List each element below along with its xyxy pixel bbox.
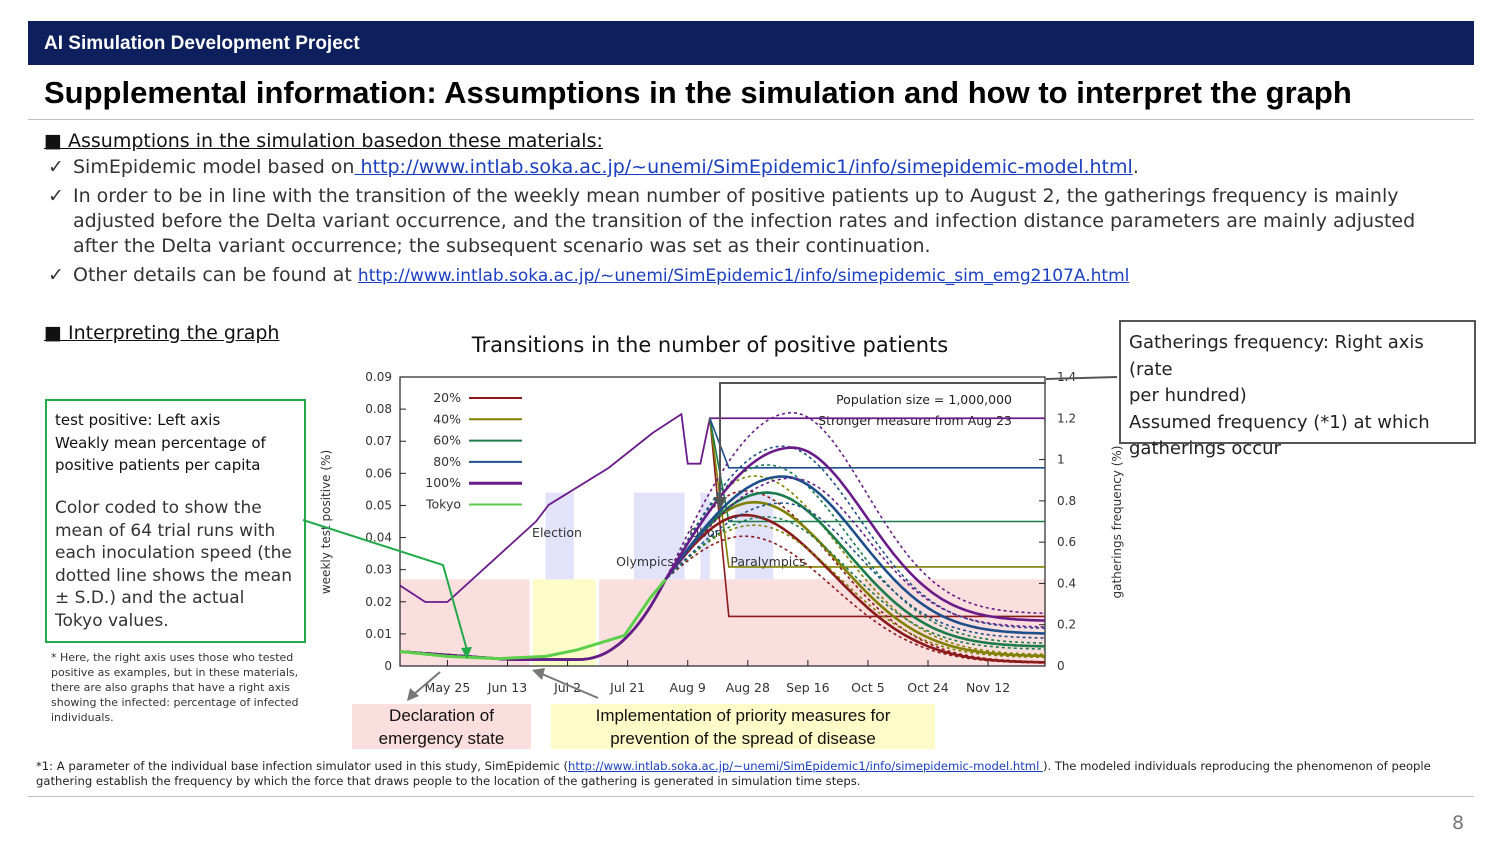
y2-tick-label: 0 <box>1057 659 1065 673</box>
left-axis-explanation-box: test positive: Left axis Weakly mean percentage of positive patients per capita Color coded to show the mean of 64 trial runs with each inoculation speed (the dotted line shows the mean ± S.D.) and the actual Tokyo values. <box>45 399 306 643</box>
arrowhead-icon <box>407 688 419 701</box>
y-tick-label: 0.05 <box>365 498 392 513</box>
event-period-label: Olympics <box>616 554 674 569</box>
legend-label: 100% <box>425 475 461 491</box>
y-axis-label: weekly test positive (%) <box>319 449 333 595</box>
bullet-details: ✓ Other details can be found at http://www.intlab.soka.ac.jp/~unemi/SimEpidemic1/info/simepidemic_sim_emg2107A.html <box>48 264 1130 286</box>
population-annotation: Population size = 1,000,000 <box>836 392 1012 407</box>
chart-title: Transitions in the number of positive patients <box>471 333 949 357</box>
y-tick-label: 0.02 <box>365 594 392 609</box>
legend-label: 80% <box>433 453 461 469</box>
x-tick-label: Nov 12 <box>965 680 1011 695</box>
x-tick-label: Jul 2 <box>554 680 582 695</box>
arrowhead-icon <box>532 668 545 680</box>
y2-tick-label: 0.2 <box>1057 617 1077 632</box>
right-axis-note: * Here, the right axis uses those who tested positive as examples, but in these materials, there are also graphs that have a right axis showing the infected: percentage of infected individuals. <box>51 651 299 724</box>
section-assumptions-heading: ■ Assumptions in the simulation basedon these materials: <box>44 130 603 152</box>
details-link[interactable]: http://www.intlab.soka.ac.jp/~unemi/SimEpidemic1/info/simepidemic_sim_emg2107A.html <box>357 266 1130 286</box>
project-title: AI Simulation Development Project <box>44 33 360 54</box>
y2-tick-label: 0.8 <box>1057 493 1077 508</box>
footnote: *1: A parameter of the individual base infection simulator used in this study, SimEpidemic (http://www.intlab.soka.ac.jp/~unemi/SimEpidemic1/info/simepidemic-model.html ). The modeled individuals reproducing the phenomenon of people gathering establish the frequency by which the force that draws people to the location of the gathering is generated in simulation time steps. <box>36 759 1431 788</box>
priority-measures-tag: Implementation of priority measures for prevention of the spread of disease <box>551 704 935 749</box>
x-tick-label: Jun 13 <box>487 680 528 695</box>
check-icon: ✓ <box>48 156 64 178</box>
y-tick-label: 0.04 <box>365 530 392 545</box>
x-tick-label: Aug 28 <box>725 680 770 695</box>
bullet-calibration: ✓ In order to be in line with the transition of the weekly mean number of positive patients up to August 2, the gatherings frequency is mainly adjusted before the Delta variant occurrence, and the transition of the infection rates and infection distance parameters are mainly adjusted after the Delta variant occurrence; the subsequent scenario was set as their continuation. <box>48 185 1416 257</box>
x-tick-label: Jul 21 <box>610 680 646 695</box>
x-tick-label: Oct 24 <box>907 680 949 695</box>
y-tick-label: 0.09 <box>365 370 392 384</box>
page-number: 8 <box>1452 812 1465 834</box>
page-title: Supplemental information: Assumptions in the simulation and how to interpret the graph <box>44 75 1352 110</box>
footer-divider <box>28 796 1474 797</box>
y2-tick-label: 1 <box>1057 452 1065 467</box>
legend-label: 40% <box>433 411 461 427</box>
check-icon: ✓ <box>48 264 64 286</box>
legend-label: Tokyo <box>426 496 461 512</box>
event-period-label: Paralympics <box>730 554 806 569</box>
y-tick-label: 0.01 <box>365 626 392 641</box>
y2-axis-label: gatherings frequency (%) <box>1110 445 1124 599</box>
y-tick-label: 0.07 <box>365 434 392 449</box>
check-icon: ✓ <box>48 185 64 207</box>
x-tick-label: Sep 16 <box>786 680 830 695</box>
emergency-state-tag: Declaration of emergency state <box>352 704 531 749</box>
right-axis-explanation-box: Gatherings frequency: Right axis (rate per hundred) Assumed frequency (*1) at which gatherings occur <box>1119 320 1476 444</box>
x-tick-label: Oct 5 <box>851 680 885 695</box>
stronger-measure-annotation: Stronger measure from Aug 23 <box>818 413 1012 428</box>
y-tick-label: 0.06 <box>365 466 392 481</box>
footnote-link[interactable]: http://www.intlab.soka.ac.jp/~unemi/SimEpidemic1/info/simepidemic-model.html <box>568 759 1043 773</box>
event-period-label: Election <box>532 525 582 540</box>
y-tick-label: 0.08 <box>365 402 392 417</box>
y2-tick-label: 1.4 <box>1057 370 1077 384</box>
bullet-model: ✓ SimEpidemic model based on http://www.intlab.soka.ac.jp/~unemi/SimEpidemic1/info/simepidemic-model.html. <box>48 156 1139 178</box>
model-link[interactable]: http://www.intlab.soka.ac.jp/~unemi/SimEpidemic1/info/simepidemic-model.html <box>354 156 1133 178</box>
y2-tick-label: 0.6 <box>1057 535 1077 550</box>
y2-tick-label: 1.2 <box>1057 411 1077 426</box>
legend-label: 20% <box>433 390 461 405</box>
x-tick-label: May 25 <box>424 680 471 695</box>
y-tick-label: 0 <box>384 659 392 673</box>
y-tick-label: 0.03 <box>365 562 392 577</box>
x-tick-label: Aug 9 <box>669 680 706 695</box>
section-graph-heading: ■ Interpreting the graph <box>44 322 280 344</box>
legend-label: 60% <box>433 432 461 448</box>
event-period-label: Obon <box>689 525 723 540</box>
y2-tick-label: 0.4 <box>1057 576 1077 591</box>
